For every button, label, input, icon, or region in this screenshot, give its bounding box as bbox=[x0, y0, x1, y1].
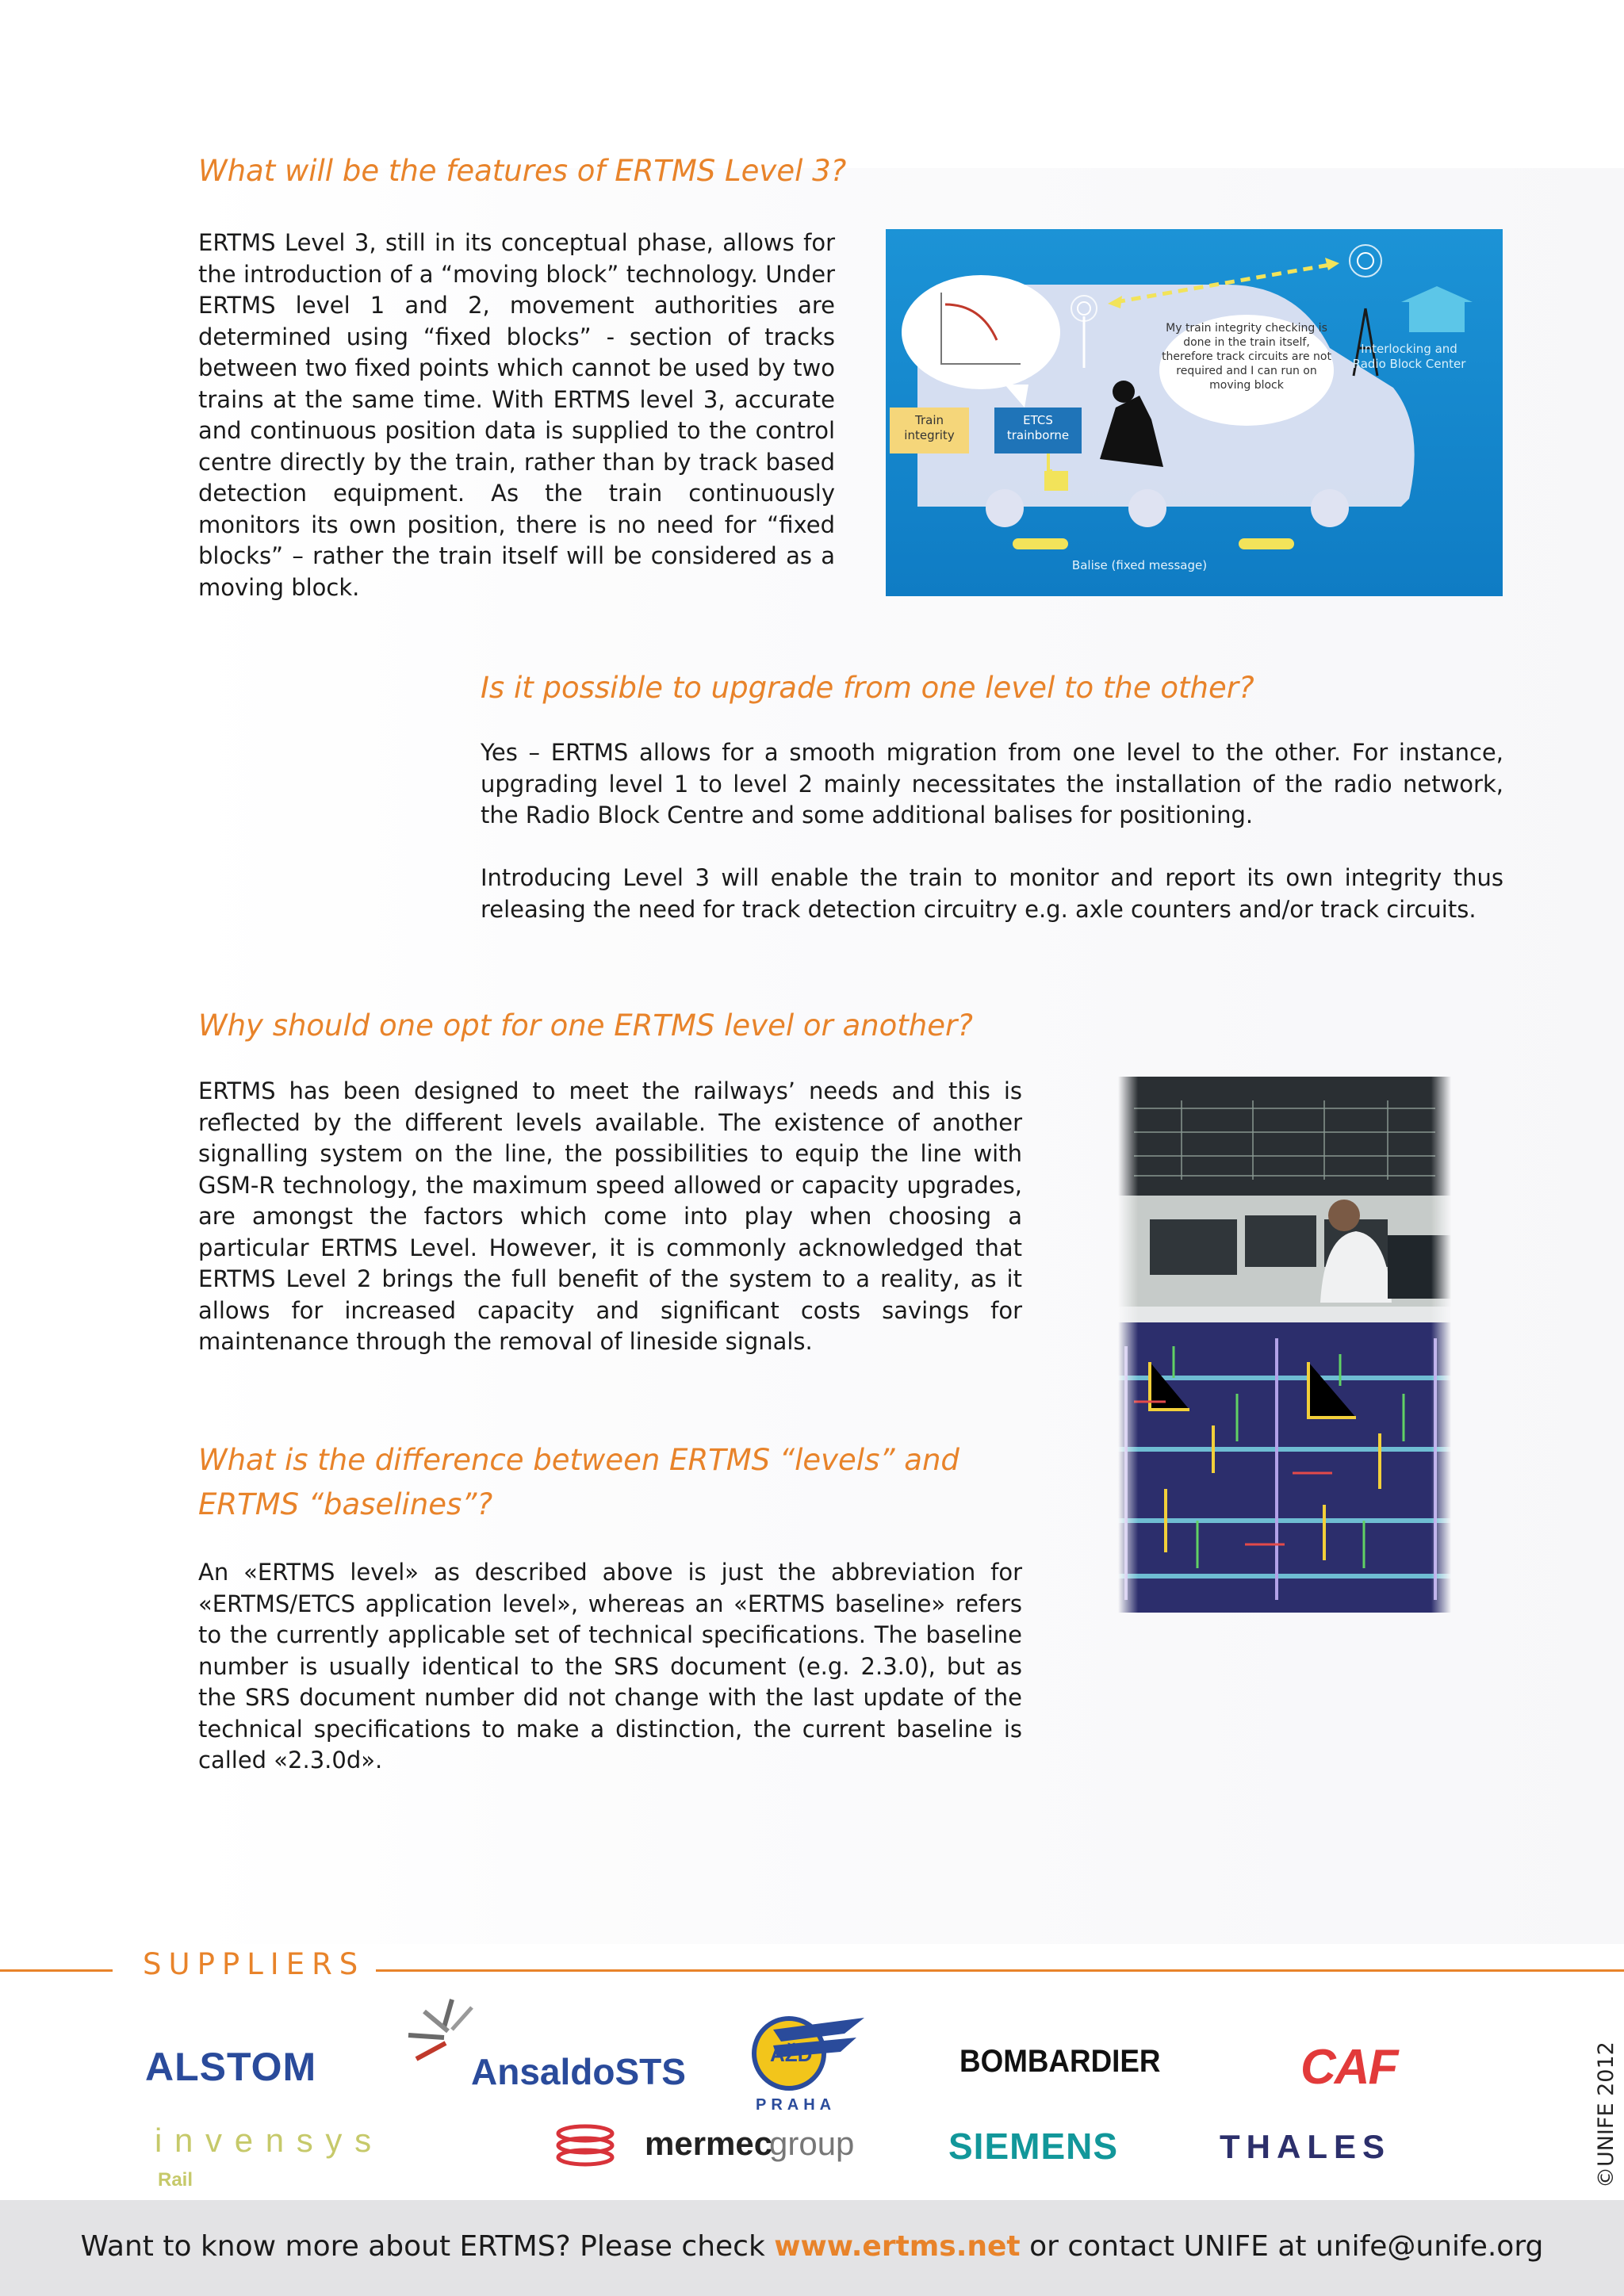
ertms-website-link[interactable]: www.ertms.net bbox=[774, 2230, 1021, 2263]
copyright: ©UNIFE 2012 bbox=[1594, 2042, 1618, 2188]
footer-text-before: Want to know more about ERTMS? Please check bbox=[80, 2230, 775, 2263]
mermec-wordmark: mermec bbox=[645, 2125, 773, 2162]
invensys-wordmark: i n v e n s y s bbox=[155, 2122, 373, 2159]
ansaldo-logo bbox=[404, 1992, 690, 2095]
control-room-photo bbox=[1118, 1077, 1451, 1613]
interlocking-label: Interlocking and Radio Block Center bbox=[1352, 342, 1466, 371]
azd-wordmark: AŽD bbox=[770, 2042, 813, 2066]
alstom-wordmark: ALSTOM bbox=[145, 2045, 317, 2089]
mermec-group: group bbox=[769, 2125, 855, 2162]
baselines-body: An «ERTMS level» as described above is just the abbreviation for «ERTMS/ETCS application level», whereas an «ERTMS baseline» refers to the currently applicable set of technical specifications. The baseline number is usually identical to the SRS document (e.g. 2.3.0), but as the SRS document number did not change with the last update of the technical specifications to make a distinction, the current baseline is called «2.3.0d». bbox=[198, 1559, 1022, 1774]
etcs-trainborne-label: ETCS trainborne bbox=[1006, 413, 1070, 442]
thales-wordmark: THALES bbox=[1220, 2128, 1391, 2165]
siemens-wordmark: SIEMENS bbox=[948, 2126, 1119, 2167]
baselines-heading-line2: ERTMS “baselines”? bbox=[198, 1487, 493, 1521]
baselines-heading bbox=[198, 1438, 959, 1527]
caf-logo bbox=[1300, 2042, 1396, 2093]
thales-logo bbox=[1220, 2128, 1426, 2175]
diagram-artwork bbox=[886, 229, 1503, 596]
opt-body: ERTMS has been designed to meet the railways’ needs and this is reflected by the different levels available. The existence of another signalling system on the line, the possibilities to equip the line with GSM-R technology, the maximum speed allowed or capacity upgrades, are amongst the factors which come into play when choosing a particular ERTMS Level. However, it is commonly acknowledged that ERTMS Level 2 brings the full benefit of the system to a reality, as it allows for increased capacity and significant costs savings for maintenance through the removal of lineside signals. bbox=[198, 1077, 1022, 1355]
siemens-logo bbox=[948, 2125, 1155, 2172]
upgrade-heading: Is it possible to upgrade from one level to the other? bbox=[481, 671, 1254, 705]
level3-body: ERTMS Level 3, still in its conceptual phase, allows for the introduction of a “moving block” technology. Under ERTMS level 1 and 2, movement authorities are determined using “fixed blocks” - section of tracks between two fixed points which cannot be used by two trains at the same time. With ERTMS level 3, accurate and continuous position data is supplied to the control centre directly by the train, rather than by track based detection equipment. As the train continuously monitors its own position, there is no need for “fixed blocks” – rather the train itself will be considered as a moving block. bbox=[198, 229, 835, 601]
footer-text bbox=[0, 2230, 1624, 2263]
upgrade-paragraph-2: Introducing Level 3 will enable the train to monitor and report its own integrity thus releasing the need for track detection circuitry e.g. axle counters and/or track circuits. bbox=[481, 864, 1503, 923]
integrity-bubble-text: My train integrity checking is done in the train itself, therefore track circuits are not required and I can run on moving block bbox=[1162, 322, 1331, 392]
suppliers-rule-right bbox=[376, 1969, 1624, 1972]
caf-wordmark: CAF bbox=[1300, 2040, 1397, 2095]
bombardier-logo bbox=[959, 2044, 1166, 2091]
opt-heading: Why should one opt for one ERTMS level or another? bbox=[198, 1008, 973, 1043]
upgrade-paragraph-1: Yes – ERTMS allows for a smooth migration from one level to the other. For instance, upgrading level 1 to level 2 mainly necessitates the installation of the radio network, the Radio Block Centre and some additional balises for positioning. bbox=[481, 739, 1503, 828]
baselines-heading-line1: What is the difference between ERTMS “levels” and bbox=[198, 1443, 959, 1477]
invensys-logo bbox=[155, 2122, 488, 2197]
balise-label: Balise (fixed message) bbox=[1071, 558, 1208, 572]
suppliers-rule-left bbox=[0, 1969, 113, 1972]
footer-text-after: or contact UNIFE at unife@unife.org bbox=[1020, 2230, 1544, 2263]
invensys-rail: Rail bbox=[158, 2169, 193, 2191]
azd-praha-logo bbox=[749, 2014, 868, 2117]
mermec-coil-icon bbox=[553, 2122, 617, 2169]
suppliers-title: SUPPLIERS bbox=[143, 1947, 366, 1981]
alstom-logo bbox=[145, 2044, 351, 2091]
azd-city: PRAHA bbox=[756, 2096, 837, 2114]
level3-heading: What will be the features of ERTMS Level 3? bbox=[198, 154, 847, 188]
ansaldo-wordmark: AnsaldoSTS bbox=[471, 2051, 686, 2092]
mermec-logo bbox=[553, 2118, 871, 2174]
bombardier-wordmark: BOMBARDIER bbox=[959, 2044, 1161, 2079]
train-integrity-label: Train integrity bbox=[904, 413, 955, 442]
footer-bar bbox=[0, 2200, 1624, 2296]
ertms-level3-diagram bbox=[886, 229, 1503, 596]
